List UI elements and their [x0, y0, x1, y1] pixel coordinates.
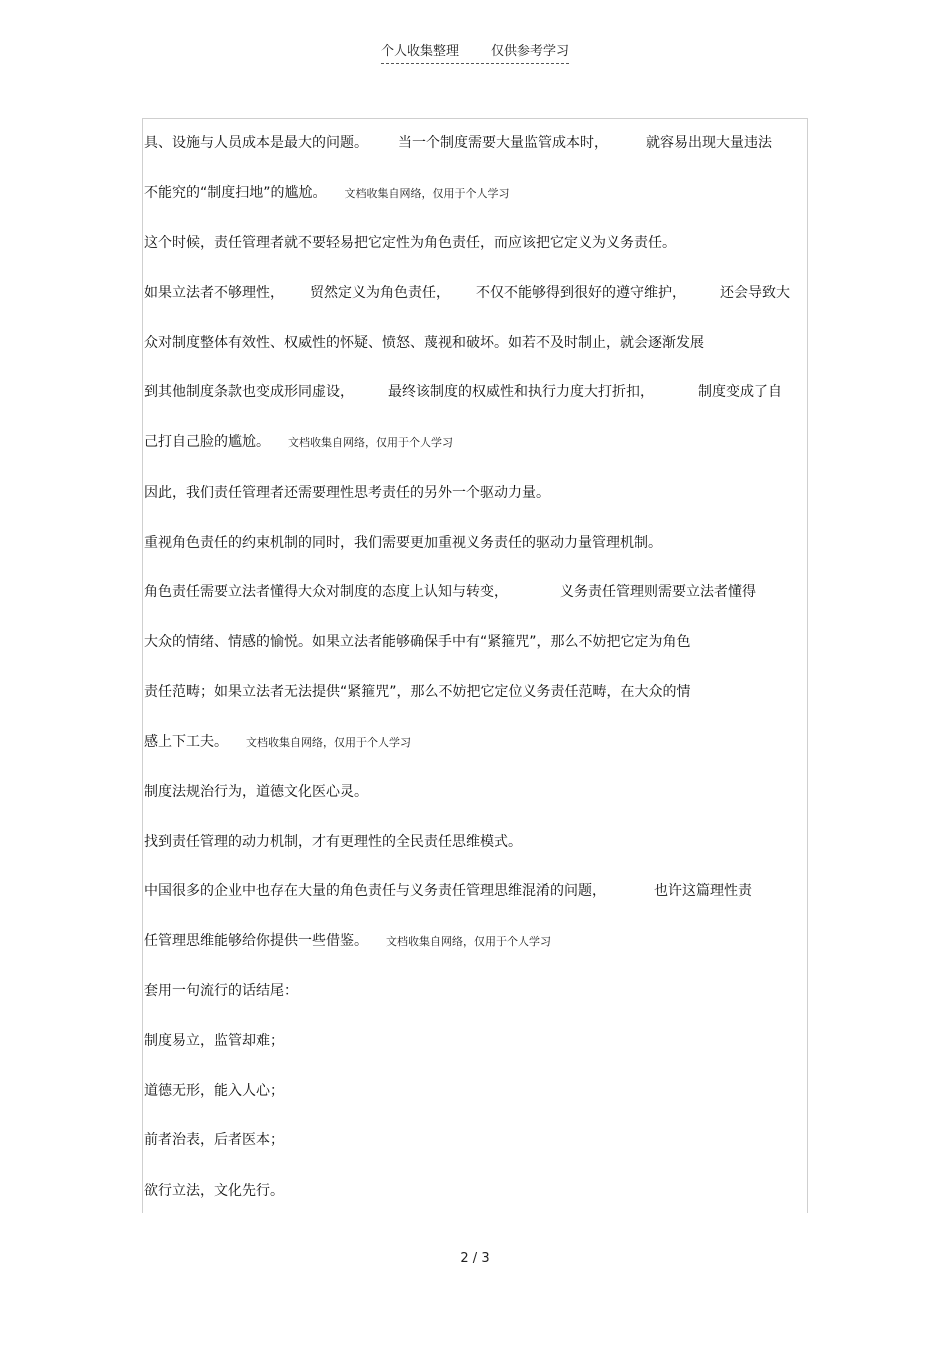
line-segment: 大众的情绪、情感的愉悦。如果立法者能够确保手中有“紧箍咒”，那么不妨把它定为角色 [144, 634, 691, 650]
text-line [144, 483, 804, 503]
line-segment: 角色责任需要立法者懂得大众对制度的态度上认知与转变， [144, 584, 508, 600]
text-line [144, 1031, 804, 1051]
line-segment: 具、设施与人员成本是最大的问题。 [144, 135, 368, 151]
page-header [0, 40, 950, 64]
text-line [144, 233, 804, 253]
line-segment: 中国很多的企业中也存在大量的角色责任与义务责任管理思维混淆的问题， [144, 883, 606, 899]
line-segment: 不能究的“制度扫地”的尴尬。 [144, 185, 327, 201]
text-line [144, 782, 804, 802]
text-line [144, 632, 804, 652]
line-segment: 当一个制度需要大量监管成本时， [398, 135, 608, 151]
line-segment: 众对制度整体有效性、权威性的怀疑、愤怒、蔑视和破坏。如若不及时制止，就会逐渐发展 [144, 335, 704, 351]
line-segment: 不仅不能够得到很好的遵守维护， [476, 285, 686, 301]
line-segment: 套用一句流行的话结尾： [144, 983, 298, 999]
text-line [144, 432, 804, 452]
text-line [144, 1181, 804, 1201]
text-line [144, 582, 804, 602]
text-line [144, 881, 804, 901]
line-segment: 如果立法者不够理性， [144, 285, 284, 301]
text-line [144, 981, 804, 1001]
header-right: 仅供参考学习 [491, 44, 570, 59]
line-segment: 前者治表，后者医本； [144, 1132, 284, 1148]
line-segment: 到其他制度条款也变成形同虚设， [144, 384, 354, 400]
text-line [144, 333, 804, 353]
text-line [144, 1081, 804, 1101]
line-segment: 义务责任管理则需要立法者懂得 [560, 584, 756, 600]
line-segment: 重视角色责任的约束机制的同时，我们需要更加重视义务责任的驱动力量管理机制。 [144, 535, 662, 551]
page-number: 2 / 3 [460, 1251, 490, 1266]
watermark-note: 文档收集自网络，仅用于个人学习 [288, 436, 453, 449]
text-line [144, 382, 804, 402]
line-segment: 这个时候，责任管理者就不要轻易把它定性为角色责任，而应该把它定义为义务责任。 [144, 235, 676, 251]
watermark-note: 文档收集自网络，仅用于个人学习 [344, 187, 510, 200]
line-segment: 还会导致大 [720, 285, 790, 301]
text-line [144, 1130, 804, 1150]
line-segment: 制度变成了自 [698, 384, 782, 400]
text-line [144, 133, 804, 153]
header-left: 个人收集整理 [380, 44, 459, 59]
text-line [144, 183, 804, 203]
line-segment: 贸然定义为角色责任， [310, 285, 450, 301]
watermark-note: 文档收集自网络，仅用于个人学习 [246, 736, 411, 749]
line-segment: 欲行立法，文化先行。 [144, 1183, 284, 1199]
line-segment: 也许这篇理性责 [654, 883, 752, 899]
watermark-note: 文档收集自网络，仅用于个人学习 [386, 935, 551, 948]
line-segment: 责任范畴；如果立法者无法提供“紧箍咒”，那么不妨把它定位义务责任范畴，在大众的情 [144, 684, 691, 700]
text-line [144, 682, 804, 702]
line-segment: 感上下工夫。 [144, 734, 228, 750]
line-segment: 就容易出现大量违法 [646, 135, 772, 151]
line-segment: 制度易立，监管却难； [144, 1033, 284, 1049]
line-segment: 己打自己脸的尴尬。 [144, 434, 270, 450]
line-segment: 最终该制度的权威性和执行力度大打折扣， [388, 384, 654, 400]
line-segment: 道德无形，能入人心； [144, 1083, 284, 1099]
line-segment: 因此，我们责任管理者还需要理性思考责任的另外一个驱动力量。 [144, 485, 550, 501]
text-line [144, 533, 804, 553]
text-line [144, 832, 804, 852]
text-line [144, 931, 804, 951]
line-segment: 任管理思维能够给你提供一些借鉴。 [144, 933, 368, 949]
text-line [144, 283, 804, 303]
line-segment: 找到责任管理的动力机制，才有更理性的全民责任思维模式。 [144, 834, 522, 850]
text-line [144, 732, 804, 752]
line-segment: 制度法规治行为，道德文化医心灵。 [144, 784, 368, 800]
